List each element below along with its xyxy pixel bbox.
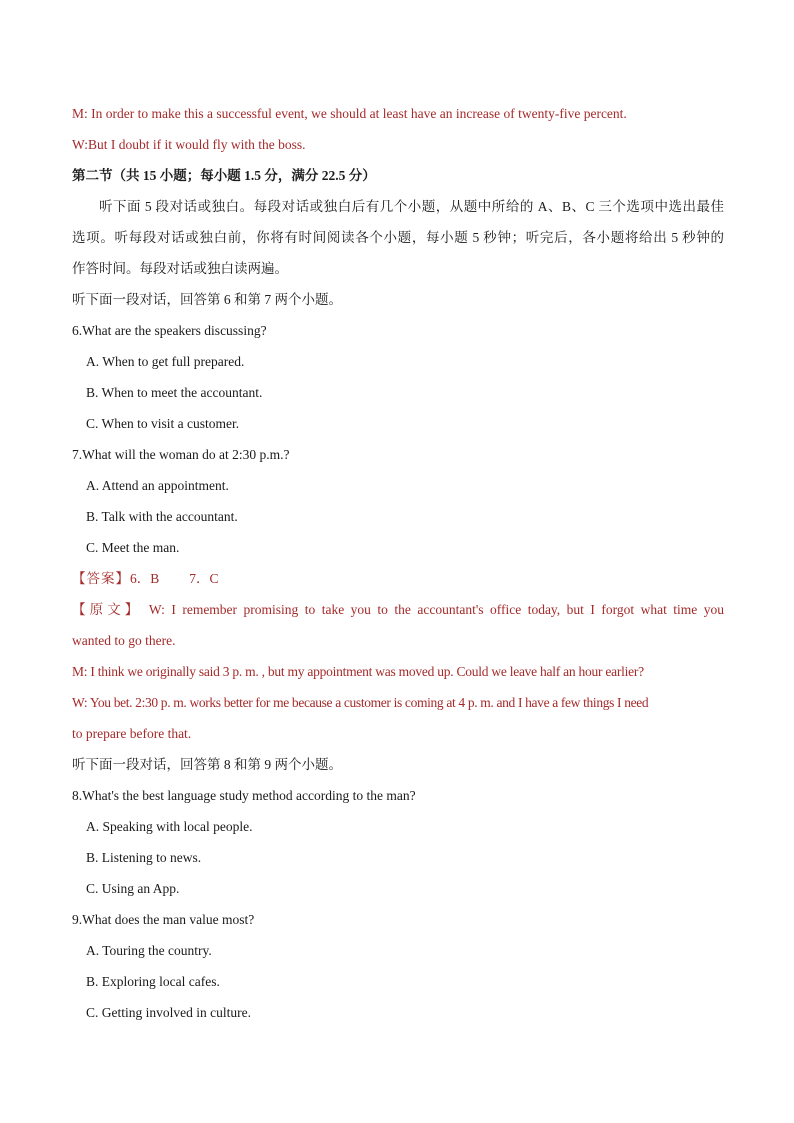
group-intro: 听下面一段对话，回答第 8 和第 9 两个小题。	[72, 757, 342, 772]
answer-value: 7．C	[189, 571, 219, 586]
option-9c: C. Getting involved in culture.	[86, 1005, 251, 1020]
option-7b: B. Talk with the accountant.	[86, 509, 238, 524]
instructions-line: 听下面 5 段对话或独白。每段对话或独白后有几个小题，从题中所给的 A、B、C 三个选项中选出最佳	[99, 199, 724, 214]
exam-page	[72, 98, 724, 1028]
option-9a: A. Touring the country.	[86, 943, 212, 958]
option-6b: B. When to meet the accountant.	[86, 385, 263, 400]
option-7c: C. Meet the man.	[86, 540, 180, 555]
transcript-text: W: I remember promising to take you to the accountant's office today, but I forgot what time you	[148, 602, 725, 617]
transcript-line: M: I think we originally said 3 p. m. , but my appointment was moved up. Could we leave half an hour earlier?	[72, 664, 644, 679]
option-8a: A. Speaking with local people.	[86, 819, 253, 834]
option-8b: B. Listening to news.	[86, 850, 202, 865]
question-6: 6.What are the speakers discussing?	[72, 323, 267, 338]
transcript-line: wanted to go there.	[72, 633, 176, 648]
answer-label: 【答案】	[72, 571, 130, 586]
transcript-line: W:But I doubt if it would fly with the boss.	[72, 137, 306, 152]
option-6a: A. When to get full prepared.	[86, 354, 245, 369]
transcript-label: 【原文】	[72, 602, 143, 617]
answer-line	[72, 563, 724, 594]
option-9b: B. Exploring local cafes.	[86, 974, 220, 989]
transcript-line: W: You bet. 2:30 p. m. works better for me because a customer is coming at 4 p. m. and I have a few things I need	[72, 695, 649, 710]
transcript-line: to prepare before that.	[72, 726, 192, 741]
option-6c: C. When to visit a customer.	[86, 416, 240, 431]
instructions-line: 作答时间。每段对话或独白读两遍。	[72, 261, 288, 276]
option-8c: C. Using an App.	[86, 881, 180, 896]
instructions-line: 选项。听每段对话或独白前，你将有时间阅读各个小题，每小题 5 秒钟；听完后，各小题将给出 5 秒钟的	[72, 230, 724, 245]
question-9: 9.What does the man value most?	[72, 912, 255, 927]
question-7: 7.What will the woman do at 2:30 p.m.?	[72, 447, 290, 462]
transcript-line: M: In order to make this a successful event, we should at least have an increase of twenty-five percent.	[72, 106, 627, 121]
transcript-line	[72, 594, 724, 625]
section-heading: 第二节（共 15 小题；每小题 1.5 分，满分 22.5 分）	[72, 168, 376, 183]
answer-value: 6．B	[130, 571, 160, 586]
option-7a: A. Attend an appointment.	[86, 478, 229, 493]
question-8: 8.What's the best language study method according to the man?	[72, 788, 416, 803]
group-intro: 听下面一段对话，回答第 6 和第 7 两个小题。	[72, 292, 342, 307]
